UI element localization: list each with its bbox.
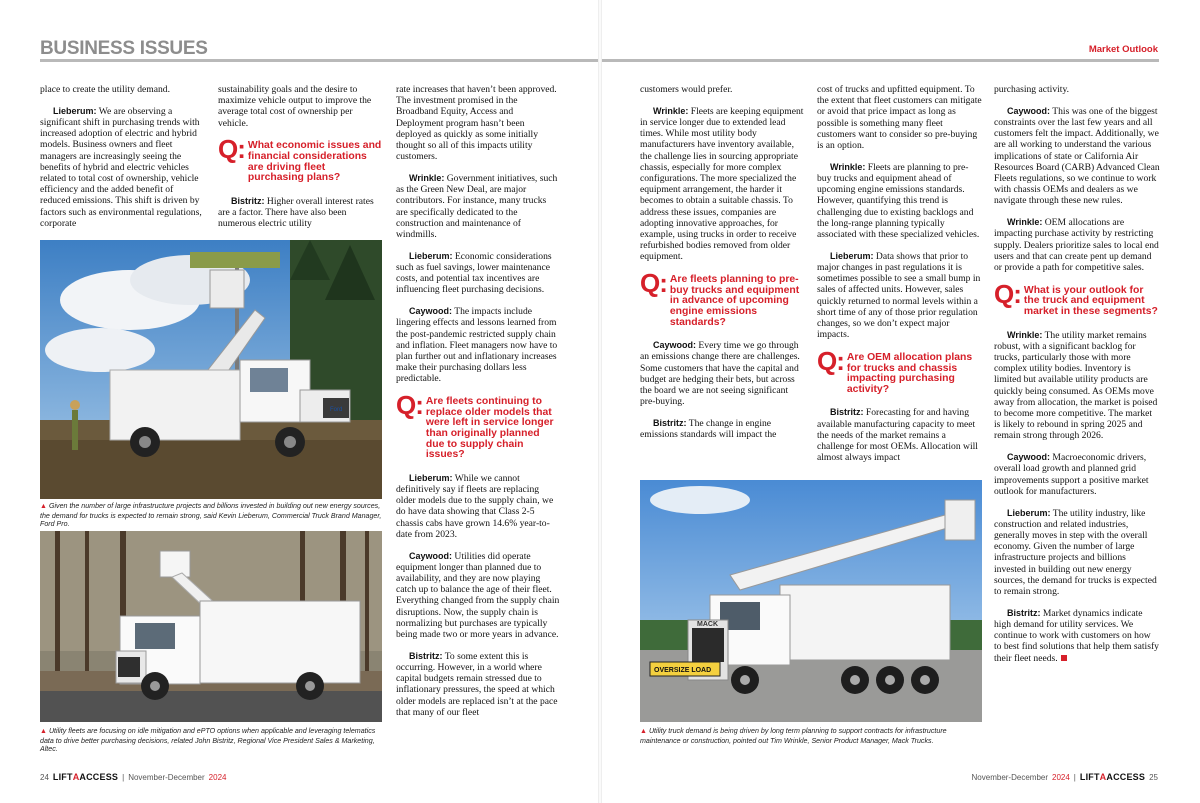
issue-year: 2024 xyxy=(208,772,227,782)
question-heading xyxy=(640,268,805,328)
paragraph xyxy=(817,251,982,341)
answer-text: While we cannot definitively say if fleets are replacing older models due to the supply chain, we do have data showing that Class 2-5 chassis cabs have grown 14.6% year-to-date from 2023. xyxy=(396,472,554,540)
paragraph: sustainability goals and the desire to maximize vehicle output to improve the average total cost of ownership per vehicle. xyxy=(218,84,372,129)
answer-text: Market dynamics indicate high demand for utility services. We continue to work with customers on how to best find solutions that help them satisfy their fleet needs. xyxy=(994,607,1159,664)
paragraph xyxy=(994,217,1160,273)
speaker-name: Bistritz: xyxy=(409,650,443,661)
question-text: Are fleets planning to pre-buy trucks and equipment in advance of upcoming engine emissions standards? xyxy=(669,274,800,328)
paragraph xyxy=(994,508,1160,598)
paragraph xyxy=(640,418,805,440)
footer-left xyxy=(40,772,226,782)
question-heading xyxy=(218,134,383,184)
speaker-name: Bistritz: xyxy=(231,195,265,206)
speaker-name: Bistritz: xyxy=(653,418,687,429)
speaker-name: Lieberum: xyxy=(409,472,453,483)
end-mark xyxy=(1061,655,1067,661)
page-gutter xyxy=(598,0,602,803)
speaker-name: Caywood: xyxy=(653,340,697,351)
section-tag: Market Outlook xyxy=(1088,44,1158,55)
paragraph: purchasing activity. xyxy=(994,84,1070,95)
page-number: 25 xyxy=(1149,772,1158,782)
answer-text: Fleets are keeping equipment in service longer due to extended lead times. While most utility body manufacturers have inventory available, the challenge lies in sourcing appropriate chassis, especially for more complex configurations. The more specialized the equipment arrangement, the harder it becomes to obtain a suitable chassis. To address these issues, companies are adopting innovative approaches, for example, using trucks in order to receive refurbished bodies removed from older equipment. xyxy=(640,105,804,263)
magazine-logo xyxy=(53,772,118,782)
answer-text: We are observing a significant shift in purchasing trends with increased adoption of electric and hybrid models. Business owners and fleet managers are increasingly seeing the benefits of hybrid and electric vehicles related to total cost of ownership, vehicle efficiency and the added benefit of reduced emissions. This shift is driven by factors such as environmental regulations, corporate xyxy=(40,105,202,229)
logo-part: LIFT xyxy=(1079,772,1100,782)
answer-text: Forecasting for and having available manufacturing capacity to meet the needs of the market remains a challenge for most OEMs. Allocation will almost always impact xyxy=(817,407,978,464)
answer-text: The utility market remains robust, with a significant backlog for trucks, particularly those with more complex utility bodies. Inventory is limited but available utility products are quickly being consumed. As OEMs move away from allocation, the market is poised to become more competitive. The market is likely to rebound in spring 2025 and remain strong through 2026. xyxy=(994,329,1158,442)
question-text: What economic issues and financial considerations are driving fleet purchasing plans? xyxy=(247,140,382,184)
answer-text: Government initiatives, such as the Green New Deal, are major contributors. For instance, many trucks are specifically dedicated to the construction and maintenance of windmills. xyxy=(396,173,558,241)
oversize-sign: OVERSIZE LOAD xyxy=(654,667,712,674)
q-mark: Q: xyxy=(218,134,245,165)
magazine-logo xyxy=(1080,772,1145,782)
separator: | xyxy=(1073,772,1076,782)
question-heading xyxy=(817,346,982,395)
column-6 xyxy=(994,84,1160,746)
answer-text: This was one of the biggest constraints over the last few years and all customers felt the impact. Additionally, we are all working to understand the various implications of state or California Air Resources Board (CARB) Advanced Clean Fleets regulations, so we continue to work with chassis OEMs and dealers as we navigate through these new rules. xyxy=(994,105,1160,207)
mack-truck-illustration xyxy=(640,480,982,722)
q-mark: Q: xyxy=(640,268,667,299)
caption-text: Utility truck demand is being driven by long term planning to support contracts for infrastructure maintenance or construction, pointed out Tim Wrinkle, Senior Product Manager, Mack Trucks. xyxy=(640,727,947,745)
question-heading xyxy=(994,278,1160,318)
paragraph xyxy=(396,473,560,540)
mack-badge: MACK xyxy=(697,621,718,628)
q-mark: Q: xyxy=(994,278,1021,309)
photo-caption xyxy=(40,727,385,754)
answer-text: The utility industry, like construction and related industries, generally moves in step with the overall economy. Given the number of large infrastructure projects and billions invested in building out new energy sources, the demand for trucks is expected to remain strong. xyxy=(994,507,1157,598)
paragraph xyxy=(218,196,383,230)
speaker-name: Wrinkle: xyxy=(409,173,445,184)
paragraph: rate increases that haven’t been approved. The investment promised in the Broadband Equity, Access and Deployment program hasn’t been deployed as quickly as some initially thought so all of this impacts utility customers. xyxy=(396,84,557,163)
q-mark: Q: xyxy=(396,390,423,421)
speaker-name: Wrinkle: xyxy=(1007,217,1043,228)
speaker-name: Bistritz: xyxy=(830,407,864,418)
caption-arrow-icon: ▲ xyxy=(640,728,647,735)
answer-text: The impacts include lingering effects and lessons learned from the post-pandemic restricted supply chain and inflation. Fleet managers now have to plan further out and inflationary increases make their purchasing dollars less predictable. xyxy=(396,306,558,385)
answer-text: Every time we go through an emissions change there are challenges. Some customers that have the capital and budget are hedging their bets, but across the board we are not seeing significant pre-buying. xyxy=(640,340,800,408)
speaker-name: Wrinkle: xyxy=(830,161,866,172)
paragraph: customers would prefer. xyxy=(640,84,733,95)
paragraph xyxy=(994,106,1160,207)
photo-caption xyxy=(40,502,385,529)
question-heading xyxy=(396,390,560,461)
speaker-name: Lieberum: xyxy=(53,105,97,116)
paragraph xyxy=(40,106,203,229)
logo-part: LIFT xyxy=(52,772,73,782)
altec-truck-illustration xyxy=(40,531,382,722)
answer-text: Data shows that prior to major changes in past regulations it is sometimes possible to see a small bump in sales of affected units. However, sales quickly returned to normal levels within a short time of any of those prior regulation changes, so we don’t expect major impacts. xyxy=(817,250,981,341)
speaker-name: Bistritz: xyxy=(1007,607,1041,618)
logo-part: A xyxy=(1099,772,1107,782)
paragraph xyxy=(396,306,560,384)
paragraph xyxy=(994,452,1160,497)
answer-text: OEM allocations are impacting purchase activity by restricting supply. Dealers prioritize sales to local end users and that can create pent up demand or provide a path for competitive sales. xyxy=(994,217,1159,274)
speaker-name: Caywood: xyxy=(409,550,453,561)
separator: | xyxy=(122,772,125,782)
footer-right xyxy=(972,772,1158,782)
column-4 xyxy=(640,84,805,469)
logo-part: A xyxy=(72,772,80,782)
photo-ford-crane-truck xyxy=(40,240,382,499)
speaker-name: Caywood: xyxy=(1007,105,1051,116)
speaker-name: Wrinkle: xyxy=(653,105,689,116)
question-text: Are fleets continuing to replace older models that were left in service longer than originally planned due to supply chain issues? xyxy=(425,396,554,461)
speaker-name: Lieberum: xyxy=(830,250,874,261)
paragraph xyxy=(994,608,1160,664)
section-title: BUSINESS ISSUES xyxy=(40,38,208,59)
caption-arrow-icon: ▲ xyxy=(40,503,47,510)
issue-month: November-December xyxy=(971,772,1048,782)
column-3 xyxy=(396,84,560,744)
question-text: What is your outlook for the truck and equipment market in these segments? xyxy=(1023,284,1158,318)
q-mark: Q: xyxy=(817,346,844,377)
answer-text: Macroeconomic drivers, overall load growth and planned grid improvements support a positive market outlook for manufacturers. xyxy=(994,452,1149,497)
answer-text: Fleets are planning to pre-buy trucks and equipment ahead of upcoming engine emissions standards. However, quantifying this trend is challenging due to existing backlogs and the long-range planning typically associated with these specialized vehicles. xyxy=(817,161,980,241)
ford-badge: Ford xyxy=(330,407,343,413)
column-5 xyxy=(817,84,982,469)
question-text: Are OEM allocation plans for trucks and chassis impacting purchasing activity? xyxy=(846,352,973,395)
photo-caption xyxy=(640,727,982,745)
column-1 xyxy=(40,84,203,234)
answer-text: Higher overall interest rates are a factor. There have also been numerous electric utility xyxy=(218,195,374,230)
paragraph xyxy=(994,330,1160,442)
ford-truck-illustration xyxy=(40,240,382,499)
paragraph xyxy=(396,551,560,641)
speaker-name: Wrinkle: xyxy=(1007,329,1043,340)
caption-text: Given the number of large infrastructure projects and billions invested in building out new energy sources, the demand for trucks is expected to remain strong, said Kevin Lieberum, Commercial Truck Brand Manager, Ford Pro. xyxy=(40,502,382,529)
answer-text: The change in engine emissions standards will impact the xyxy=(640,418,777,441)
page-number: 24 xyxy=(40,772,49,782)
answer-text: To some extent this is occurring. However, in a world where capital budgets remain stressed due to inflationary pressures, the speed at which older models are replaced isn’t at the pace that many of our fleet xyxy=(396,650,558,718)
paragraph xyxy=(396,173,560,240)
answer-text: Utilities did operate equipment longer than planned due to availability, and they are now playing catch up to balance the age of their fleet. Everything changed from the supply chain disruptions. Now, the supply chain is normalizing but purchases are typically being made two or more years in advance. xyxy=(396,550,560,641)
paragraph xyxy=(640,340,805,407)
caption-arrow-icon: ▲ xyxy=(40,728,47,735)
speaker-name: Caywood: xyxy=(1007,452,1051,463)
photo-mack-boom-truck xyxy=(640,480,982,722)
paragraph xyxy=(817,162,982,240)
caption-text: Utility fleets are focusing on idle mitigation and ePTO options when applicable and leveraging telematics data to drive better purchasing decisions, related John Bistritz, Regional Vice President Sales & Marketing, Altec. xyxy=(40,727,376,754)
logo-part: ACCESS xyxy=(1106,772,1146,782)
speaker-name: Lieberum: xyxy=(1007,507,1051,518)
paragraph: place to create the utility demand. xyxy=(40,84,170,95)
column-2 xyxy=(218,84,383,234)
issue-year: 2024 xyxy=(1052,772,1070,782)
paragraph xyxy=(396,251,560,296)
photo-altec-bucket-truck xyxy=(40,531,382,722)
paragraph xyxy=(817,407,982,463)
speaker-name: Lieberum: xyxy=(409,250,453,261)
paragraph: cost of trucks and upfitted equipment. To the extent that fleet customers can mitigate or avoid that price impact as long as possible is something many fleet customers want to consider so pre-buying is an option. xyxy=(817,84,982,152)
paragraph xyxy=(640,106,805,263)
answer-text: Economic considerations such as fuel savings, lower maintenance costs, and potential tax incentives are influencing fleet purchasing decisions. xyxy=(396,250,552,296)
logo-part: ACCESS xyxy=(79,772,119,782)
issue-month: November-December xyxy=(128,772,205,782)
paragraph xyxy=(396,651,560,718)
speaker-name: Caywood: xyxy=(409,306,453,317)
